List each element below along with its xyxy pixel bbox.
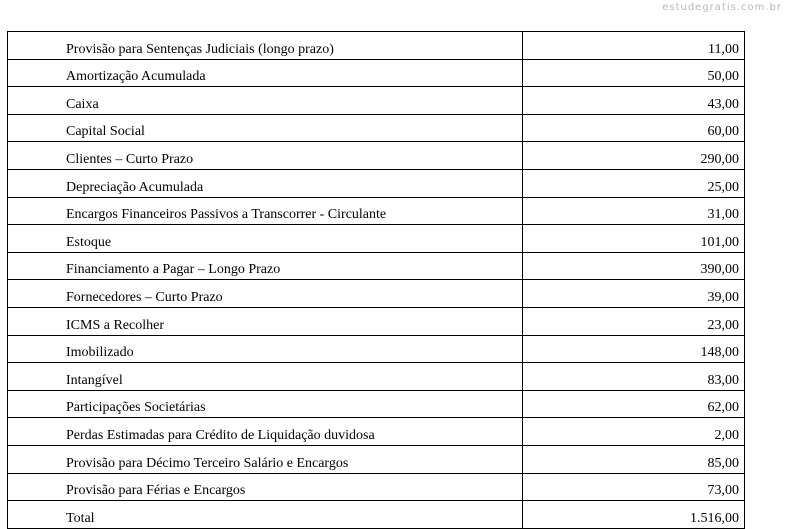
table-row <box>8 280 745 308</box>
account-value: 31,00 <box>523 197 745 225</box>
table-row <box>8 445 745 473</box>
account-value: 50,00 <box>523 59 745 87</box>
account-value: 290,00 <box>523 142 745 170</box>
account-label: Encargos Financeiros Passivos a Transcorrer - Circulante <box>8 197 523 225</box>
account-value: 62,00 <box>523 390 745 418</box>
account-value: 2,00 <box>523 418 745 446</box>
account-value: 85,00 <box>523 445 745 473</box>
table-row <box>8 169 745 197</box>
table-row <box>8 142 745 170</box>
table-row <box>8 252 745 280</box>
account-label: Fornecedores – Curto Prazo <box>8 280 523 308</box>
account-label: Estoque <box>8 225 523 253</box>
account-label: Amortização Acumulada <box>8 59 523 87</box>
account-label: Clientes – Curto Prazo <box>8 142 523 170</box>
account-value: 43,00 <box>523 87 745 115</box>
account-label: Imobilizado <box>8 335 523 363</box>
account-value: 73,00 <box>523 473 745 501</box>
account-value: 390,00 <box>523 252 745 280</box>
table-row <box>8 225 745 253</box>
account-label: Provisão para Décimo Terceiro Salário e Encargos <box>8 445 523 473</box>
account-value: 101,00 <box>523 225 745 253</box>
table-row <box>8 418 745 446</box>
table-row <box>8 87 745 115</box>
account-label: Perdas Estimadas para Crédito de Liquidação duvidosa <box>8 418 523 446</box>
table-row <box>8 197 745 225</box>
account-label: Participações Societárias <box>8 390 523 418</box>
account-label: Capital Social <box>8 114 523 142</box>
account-label: Intangível <box>8 363 523 391</box>
account-value: 148,00 <box>523 335 745 363</box>
account-label: Depreciação Acumulada <box>8 169 523 197</box>
account-label: Provisão para Férias e Encargos <box>8 473 523 501</box>
account-label: Caixa <box>8 87 523 115</box>
account-label: Provisão para Sentenças Judiciais (longo prazo) <box>8 32 523 60</box>
table-row <box>8 390 745 418</box>
account-value: 25,00 <box>523 169 745 197</box>
account-value: 11,00 <box>523 32 745 60</box>
table-row <box>8 307 745 335</box>
account-label: Financiamento a Pagar – Longo Prazo <box>8 252 523 280</box>
accounts-table-body <box>8 32 745 529</box>
total-label: Total <box>8 501 523 529</box>
account-value: 60,00 <box>523 114 745 142</box>
table-row <box>8 59 745 87</box>
table-row <box>8 32 745 60</box>
account-value: 39,00 <box>523 280 745 308</box>
accounts-table <box>7 31 745 529</box>
table-row <box>8 335 745 363</box>
total-value: 1.516,00 <box>523 501 745 529</box>
total-row <box>8 501 745 529</box>
table-row <box>8 363 745 391</box>
account-label: ICMS a Recolher <box>8 307 523 335</box>
account-value: 83,00 <box>523 363 745 391</box>
watermark-text: estudegratis.com.br <box>662 2 782 13</box>
account-value: 23,00 <box>523 307 745 335</box>
table-row <box>8 114 745 142</box>
table-row <box>8 473 745 501</box>
